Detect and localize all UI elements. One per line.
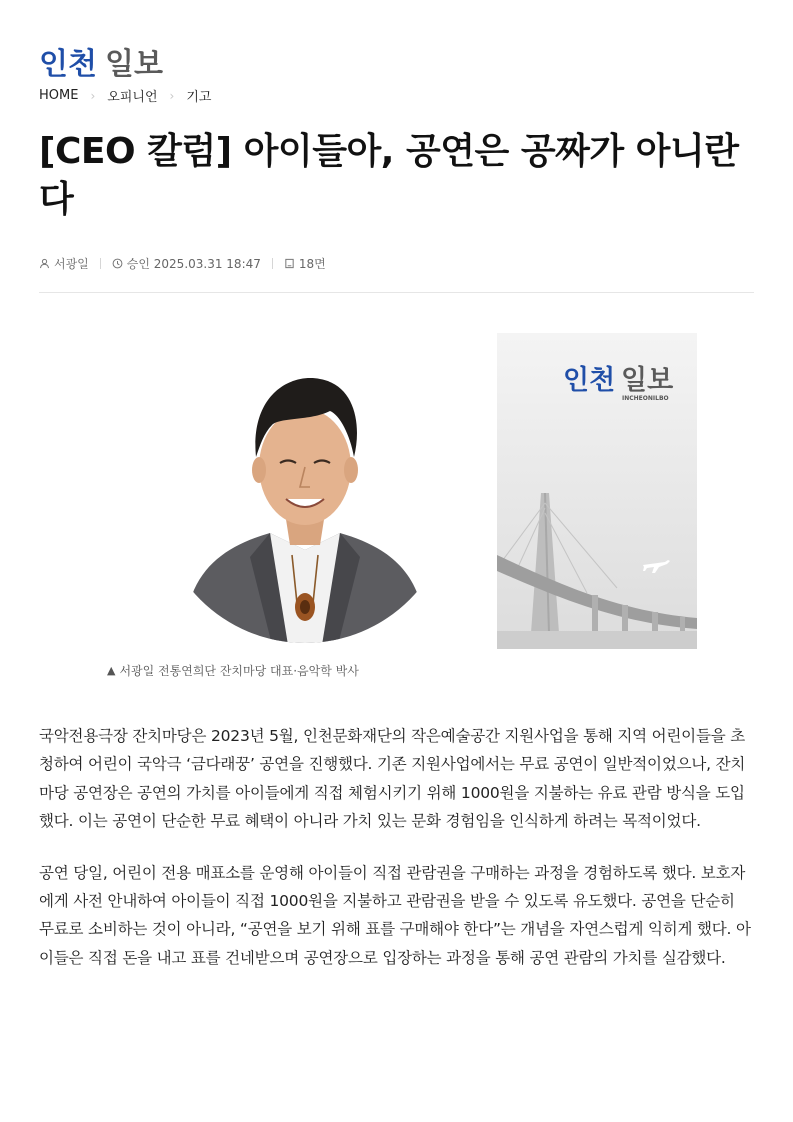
- photo-caption: [107, 662, 359, 679]
- article-meta: [39, 255, 326, 272]
- page-info: [284, 255, 326, 272]
- logo-text-blue: 인천: [39, 47, 97, 80]
- logo-wordmark: [39, 44, 171, 80]
- paper-logo-blue: 인천: [563, 365, 616, 396]
- page-number: 18면: [298, 257, 326, 271]
- clock-icon: [112, 258, 123, 269]
- author-photo: [180, 345, 430, 645]
- breadcrumb-home[interactable]: HOME: [39, 88, 79, 103]
- meta-divider: [100, 258, 101, 269]
- newspaper-icon: [284, 258, 295, 269]
- approved-date: 승인 2025.03.31 18:47: [126, 257, 261, 271]
- author-name[interactable]: 서광일: [54, 257, 89, 271]
- author-info: [39, 255, 89, 272]
- approved-info: [112, 255, 261, 272]
- article-paragraph: 공연 당일, 어린이 전용 매표소를 운영해 아이들이 직접 관람권을 구매하는 과정을 경험하도록 했다. 보호자에게 사전 안내하여 아이들이 직접 1000원을 지불하고 관람권을 받을 수 있도록 유도했다. 공연을 단순히 무료로 소비하는 것이 아니라, “공연을 보기 위해 표를 구매해야 한다”는 개념을 자연스럽게 익히게 했다. 아이들은 직접 돈을 내고 표를 건네받으며 공연장으로 입장하는 과정을 통해 공연 관람의 가치를 실감했다.: [39, 863, 751, 967]
- header-divider: [39, 292, 754, 293]
- paper-logo-gray: 일보: [621, 365, 674, 396]
- caption-text: 서광일 전통연희단 잔치마당 대표·음악학 박사: [119, 664, 359, 678]
- breadcrumb-contribution[interactable]: 기고: [186, 90, 212, 105]
- breadcrumb: [39, 86, 211, 105]
- paper-logo-sub: INCHEONILBO: [622, 395, 669, 402]
- meta-divider: [272, 258, 273, 269]
- article-paragraph: 국악전용극장 잔치마당은 2023년 5월, 인천문화재단의 작은예술공간 지원사업을 통해 지역 어린이들을 초청하여 어린이 국악극 ‘금다래꿍’ 공연을 진행했다. 기존 지원사업에서는 무료 공연이 일반적이었으나, 잔치마당 공연장은 공연의 가치를 아이들에게 직접 체험시키기 위해 1000원을 지불하는 유료 관람 방식을 도입했다. 이는 공연이 단순한 무료 혜택이 아니라 가치 있는 문화 경험임을 인식하게 하려는 목적이었다.: [39, 727, 746, 831]
- caret-up-icon: ▲: [107, 664, 116, 677]
- chevron-right-icon: ›: [90, 88, 96, 103]
- article-title: [CEO 칼럼] 아이들아, 공연은 공짜가 아니란다: [39, 131, 739, 220]
- chevron-right-icon: ›: [169, 88, 175, 103]
- logo-text-gray: 일보: [105, 47, 163, 80]
- site-logo[interactable]: [39, 44, 171, 80]
- newspaper-placeholder-image: [497, 333, 697, 649]
- person-icon: [39, 258, 50, 269]
- article-body: [39, 722, 754, 995]
- breadcrumb-opinion[interactable]: 오피니언: [107, 90, 158, 105]
